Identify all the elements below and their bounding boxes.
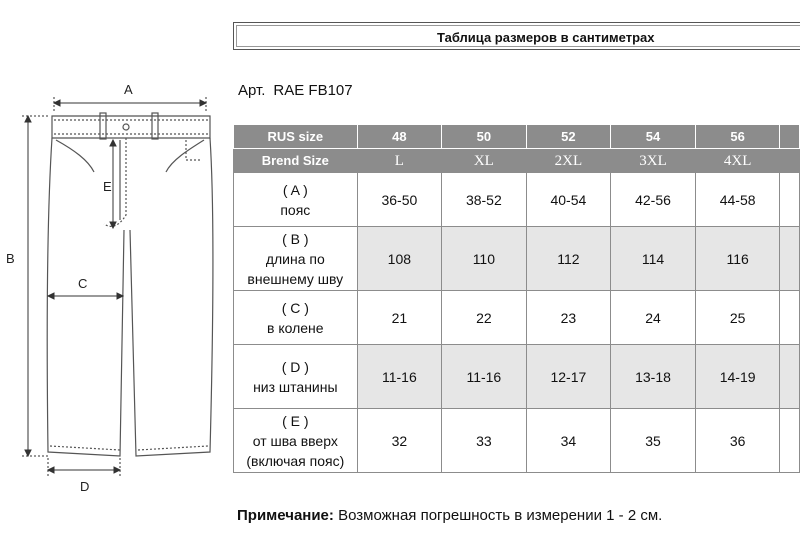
table-cell: 44-58 bbox=[695, 173, 780, 227]
row-desc: от шва вверх bbox=[252, 432, 338, 449]
header-rus-label: RUS size bbox=[234, 125, 358, 149]
table-cell: 11-16 bbox=[442, 345, 526, 409]
article-code: RAE FB107 bbox=[273, 82, 353, 99]
table-cell: 35 bbox=[611, 409, 696, 473]
row-code: ( A ) bbox=[282, 181, 308, 198]
row-desc: длина по bbox=[265, 250, 325, 267]
rus-size: 52 bbox=[526, 125, 611, 149]
row-label bbox=[234, 291, 358, 345]
header-brand-label: Brend Size bbox=[234, 149, 358, 173]
table-row bbox=[234, 345, 800, 409]
row-code: ( C ) bbox=[281, 299, 309, 316]
table-cell: 11-16 bbox=[357, 345, 442, 409]
row-label bbox=[234, 409, 358, 473]
table-cell: 25 bbox=[695, 291, 780, 345]
header-row-brand bbox=[234, 149, 800, 173]
table-cell: 40-54 bbox=[526, 173, 611, 227]
table-cell: 12-17 bbox=[526, 345, 611, 409]
table-cell: 14-19 bbox=[695, 345, 780, 409]
waistband-shape bbox=[52, 116, 210, 138]
header-row-rus bbox=[234, 125, 800, 149]
dim-label-a: A bbox=[124, 82, 133, 97]
dim-label-b: B bbox=[6, 251, 15, 266]
table-cell: 112 bbox=[526, 227, 611, 291]
row-desc: пояс bbox=[280, 201, 311, 218]
table-cell: 33 bbox=[442, 409, 526, 473]
row-code: ( E ) bbox=[282, 412, 309, 429]
table-cell: 13-18 bbox=[611, 345, 696, 409]
note-text: Возможная погрешность в измерении 1 - 2 см. bbox=[338, 507, 663, 524]
row-label bbox=[234, 173, 358, 227]
dim-label-c: C bbox=[78, 276, 88, 291]
page-title: Таблица размеров в сантиметрах bbox=[437, 30, 655, 45]
table-row bbox=[234, 291, 800, 345]
table-cell: 116 bbox=[695, 227, 780, 291]
row-desc: (включая пояс) bbox=[246, 452, 345, 469]
row-code: ( D ) bbox=[281, 358, 309, 375]
pocket-left bbox=[56, 140, 94, 172]
size-table bbox=[233, 124, 800, 473]
table-cell: 32 bbox=[357, 409, 442, 473]
brand-size: 2XL bbox=[526, 149, 611, 173]
row-desc: в колене bbox=[267, 319, 324, 336]
table-cell: 22 bbox=[442, 291, 526, 345]
rus-size: 54 bbox=[611, 125, 696, 149]
dim-label-d: D bbox=[80, 479, 90, 494]
row-label bbox=[234, 227, 358, 291]
table-cell: 108 bbox=[357, 227, 442, 291]
table-row bbox=[234, 409, 800, 473]
brand-size: 3XL bbox=[611, 149, 696, 173]
table-cell: 23 bbox=[526, 291, 611, 345]
row-label bbox=[234, 345, 358, 409]
brand-size-overflow bbox=[780, 149, 800, 173]
brand-size: XL bbox=[442, 149, 526, 173]
row-desc: внешнему шву bbox=[247, 270, 344, 287]
article-line bbox=[238, 82, 353, 99]
table-cell: 114 bbox=[611, 227, 696, 291]
table-cell: 38-52 bbox=[442, 173, 526, 227]
rus-size: 48 bbox=[357, 125, 442, 149]
pants-diagram bbox=[0, 0, 230, 551]
rus-size-overflow bbox=[780, 125, 800, 149]
brand-size: 4XL bbox=[695, 149, 780, 173]
left-leg-outline bbox=[47, 138, 124, 456]
note bbox=[237, 507, 662, 524]
table-cell: 24 bbox=[611, 291, 696, 345]
table-cell: 36-50 bbox=[357, 173, 442, 227]
note-label: Примечание: bbox=[237, 507, 334, 524]
rus-size: 50 bbox=[442, 125, 526, 149]
dim-label-e: E bbox=[103, 179, 112, 194]
table-cell: 110 bbox=[442, 227, 526, 291]
table-row bbox=[234, 227, 800, 291]
row-desc: низ штанины bbox=[253, 378, 338, 395]
article-label: Арт. bbox=[238, 82, 266, 99]
brand-size: L bbox=[357, 149, 442, 173]
table-cell: 36 bbox=[695, 409, 780, 473]
row-code: ( B ) bbox=[282, 230, 309, 247]
table-cell: 34 bbox=[526, 409, 611, 473]
table-cell: 21 bbox=[357, 291, 442, 345]
rus-size: 56 bbox=[695, 125, 780, 149]
table-cell: 42-56 bbox=[611, 173, 696, 227]
table-row bbox=[234, 173, 800, 227]
